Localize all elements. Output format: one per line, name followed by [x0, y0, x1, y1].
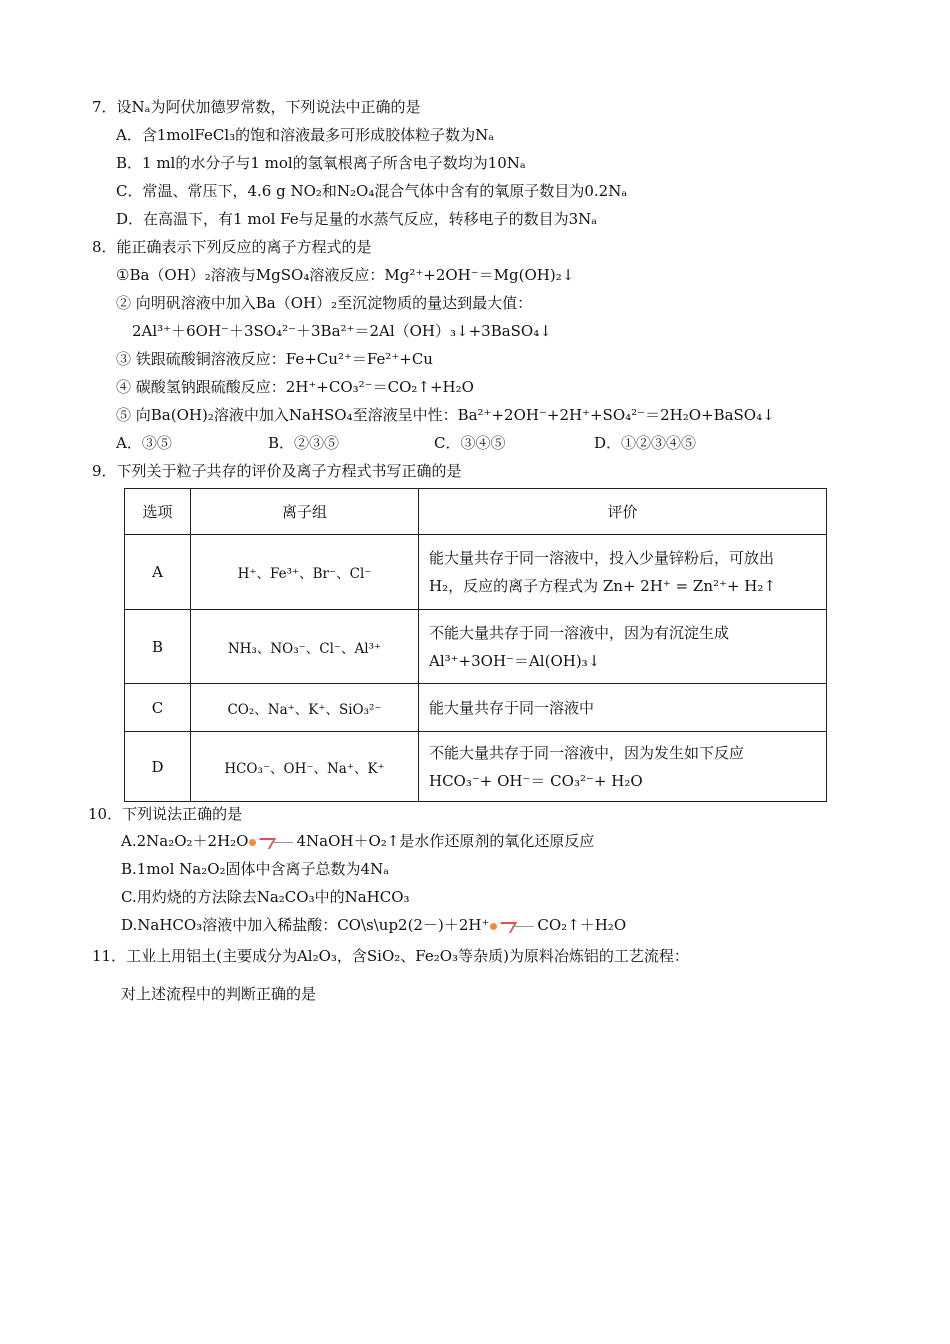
equals-arrow-icon — [490, 921, 536, 932]
q8-item-2: ② 向明矾溶液中加入Ba（OH）₂至沉淀物质的量达到最大值： — [116, 294, 533, 312]
header-evaluation: 评价 — [419, 489, 827, 535]
row-evaluation — [419, 535, 827, 610]
q11-subprompt: 对上述流程中的判断正确的是 — [121, 985, 317, 1003]
q10-option-a-products: 4NaOH＋O₂↑是水作还原剂的氧化还原反应 — [296, 832, 595, 850]
row-option: B — [125, 610, 191, 684]
q10-option-b: B.1mol Na₂O₂固体中含离子总数为4Nₐ — [121, 860, 390, 878]
q10-option-d — [121, 915, 626, 935]
table-header-row — [125, 489, 827, 535]
equals-arrow-icon — [249, 837, 295, 848]
q9-stem: 9．下列关于粒子共存的评价及离子方程式书写正确的是 — [92, 462, 462, 480]
table-row — [125, 684, 827, 732]
row-option: A — [125, 535, 191, 610]
q11-stem: 11．工业上用铝土(主要成分为Al₂O₃，含SiO₂、Fe₂O₃等杂质)为原料冶炼铝的工艺流程： — [92, 947, 689, 965]
row-ions: HCO₃⁻、OH⁻、Na⁺、K⁺ — [191, 732, 419, 802]
q7-option-a: A．含1molFeCl₃的饱和溶液最多可形成胶体粒子数为Nₐ — [116, 126, 495, 144]
q7-option-d: D．在高温下，有1 mol Fe与足量的水蒸气反应，转移电子的数目为3Nₐ — [116, 210, 598, 228]
evaluation-line-1: 不能大量共存于同一溶液中，因为发生如下反应 — [429, 743, 745, 762]
evaluation-line-1: 能大量共存于同一溶液中 — [429, 698, 595, 717]
q8-stem: 8．能正确表示下列反应的离子方程式的是 — [92, 238, 372, 256]
q10-option-a — [121, 831, 594, 851]
evaluation-line-2: HCO₃⁻+ OH⁻＝ CO₃²⁻+ H₂O — [429, 771, 643, 790]
q10-option-d-reactants: D.NaHCO₃溶液中加入稀盐酸：CO\s\up2(2－)＋2H⁺ — [121, 916, 490, 934]
q8-item-4: ④ 碳酸氢钠跟硫酸反应：2H⁺+CO₃²⁻＝CO₂↑+H₂O — [116, 378, 474, 396]
header-ions: 离子组 — [191, 489, 419, 535]
row-ions: H⁺、Fe³⁺、Br⁻、Cl⁻ — [191, 535, 419, 610]
q8-option-c: C．③④⑤ — [434, 434, 506, 452]
q9-table — [124, 488, 827, 802]
q8-item-3: ③ 铁跟硫酸铜溶液反应：Fe+Cu²⁺＝Fe²⁺+Cu — [116, 350, 433, 368]
row-evaluation — [419, 684, 827, 732]
q7-option-c: C．常温、常压下，4.6 g NO₂和N₂O₄混合气体中含有的氧原子数目为0.2Nₐ — [116, 182, 628, 200]
q8-option-a: A．③⑤ — [116, 434, 172, 452]
row-option: C — [125, 684, 191, 732]
table-row — [125, 732, 827, 802]
evaluation-line-2: Al³⁺+3OH⁻＝Al(OH)₃↓ — [429, 651, 601, 670]
q10-stem: 10．下列说法正确的是 — [88, 805, 243, 823]
q8-item-5: ⑤ 向Ba(OH)₂溶液中加入NaHSO₄至溶液呈中性：Ba²⁺+2OH⁻+2H⁺+SO₄²⁻＝2H₂O+BaSO₄↓ — [116, 406, 775, 424]
q7-stem: 7．设Nₐ为阿伏加德罗常数，下列说法中正确的是 — [92, 98, 421, 116]
q8-item-1: ①Ba（OH）₂溶液与MgSO₄溶液反应：Mg²⁺+2OH⁻＝Mg(OH)₂↓ — [116, 266, 575, 284]
q8-item-2-equation: 2Al³⁺＋6OH⁻＋3SO₄²⁻＋3Ba²⁺＝2Al（OH）₃↓+3BaSO₄↓ — [132, 322, 552, 340]
q10-option-c: C.用灼烧的方法除去Na₂CO₃中的NaHCO₃ — [121, 888, 410, 906]
row-ions: CO₂、Na⁺、K⁺、SiO₃²⁻ — [191, 684, 419, 732]
row-ions: NH₃、NO₃⁻、Cl⁻、Al³⁺ — [191, 610, 419, 684]
row-evaluation — [419, 732, 827, 802]
row-evaluation — [419, 610, 827, 684]
evaluation-line-2: H₂，反应的离子方程式为 Zn+ 2H⁺ = Zn²⁺+ H₂↑ — [429, 577, 776, 595]
header-option: 选项 — [125, 489, 191, 535]
q10-option-a-reactants: A.2Na₂O₂＋2H₂O — [121, 832, 249, 850]
table-row — [125, 610, 827, 684]
q8-option-d: D．①②③④⑤ — [594, 434, 697, 452]
q8-option-b: B．②③⑤ — [268, 434, 340, 452]
table-row — [125, 535, 827, 610]
q7-option-b: B．1 ml的水分子与1 mol的氢氧根离子所含电子数均为10Nₐ — [116, 154, 526, 172]
evaluation-line-1: 能大量共存于同一溶液中，投入少量锌粉后，可放出 — [429, 549, 775, 567]
row-option: D — [125, 732, 191, 802]
q10-option-d-products: CO₂↑＋H₂O — [537, 916, 627, 934]
evaluation-line-1: 不能大量共存于同一溶液中，因为有沉淀生成 — [429, 623, 730, 642]
